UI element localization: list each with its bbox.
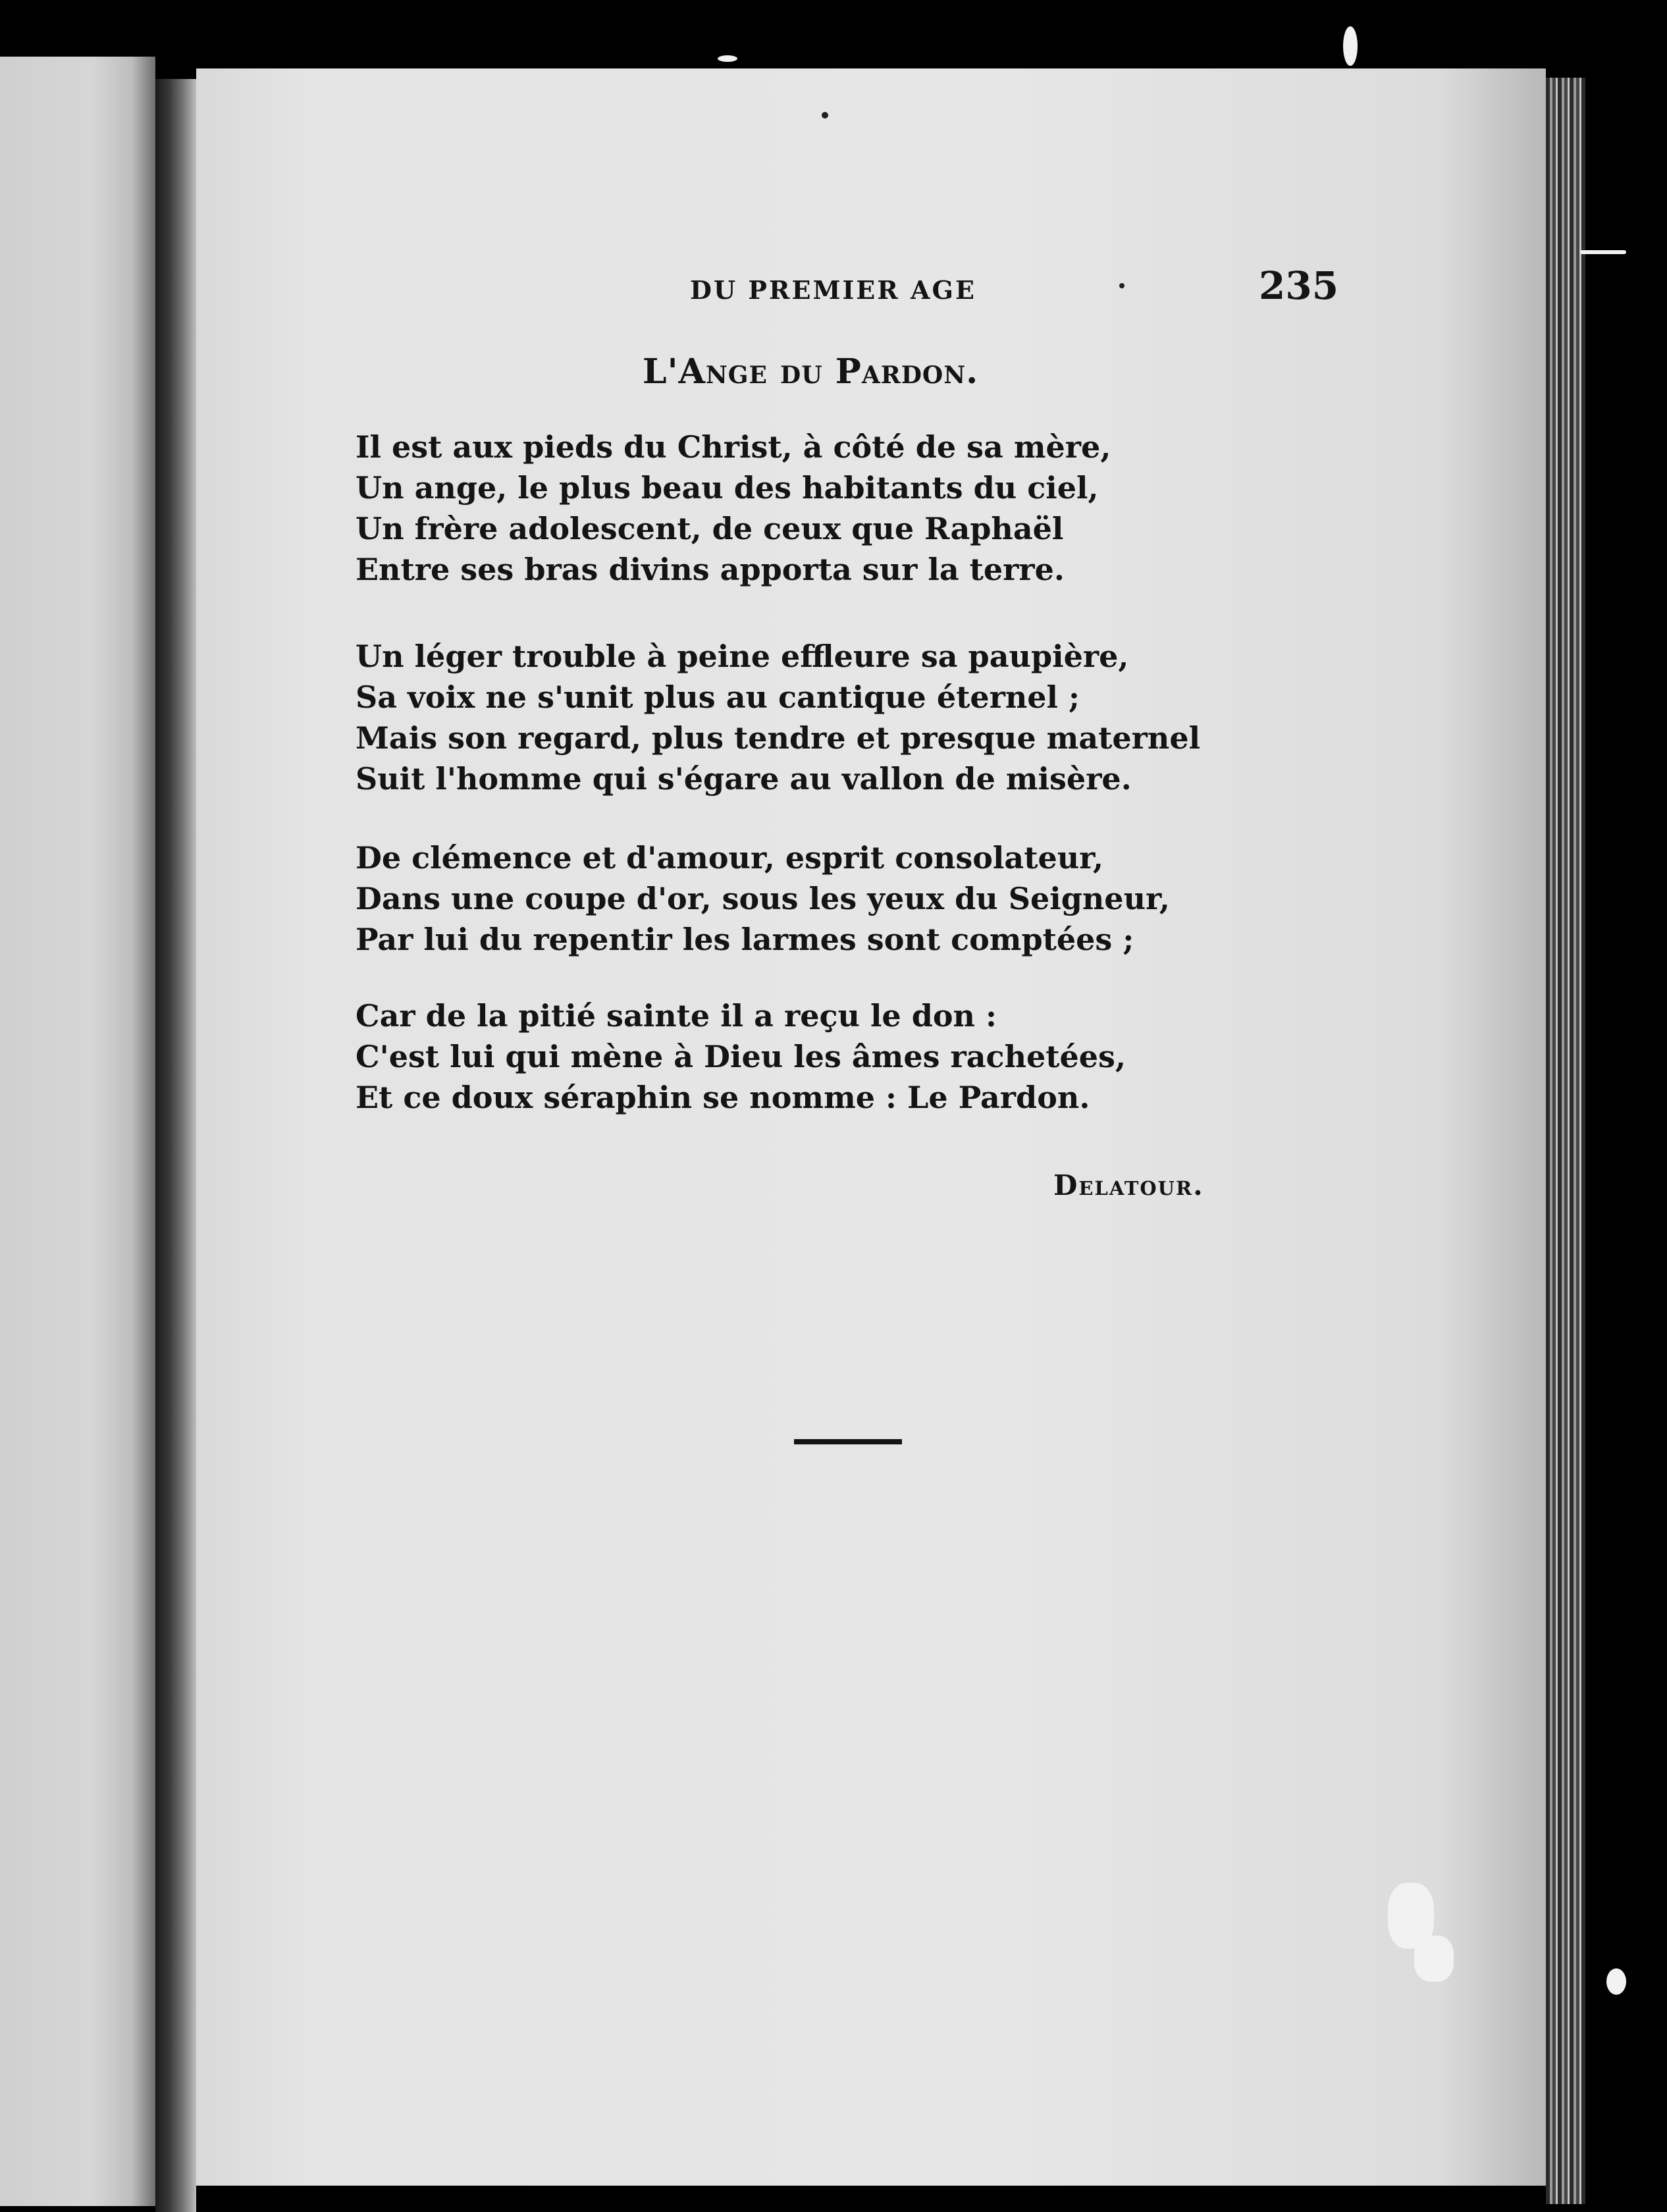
verse-line: Mais son regard, plus tendre et presque maternel — [356, 720, 1201, 756]
scan-speck — [718, 55, 737, 62]
verse-line: Entre ses bras divins apporta sur la terre. — [356, 552, 1065, 587]
scan-speck — [1414, 1936, 1454, 1982]
verse-line: Suit l'homme qui s'égare au vallon de misère. — [356, 761, 1132, 797]
page-edges — [1546, 78, 1585, 2204]
verse-line: Et ce doux séraphin se nomme : Le Pardon. — [356, 1080, 1090, 1115]
scan-speck — [1119, 283, 1125, 288]
verse-line: Un ange, le plus beau des habitants du ciel, — [356, 470, 1099, 506]
poem-title: L'Ange du Pardon. — [643, 352, 979, 392]
scan-speck — [1580, 250, 1626, 254]
verse-line: De clémence et d'amour, esprit consolateur, — [356, 840, 1104, 876]
author-signature: Delatour. — [1053, 1169, 1204, 1201]
verse-line: Par lui du repentir les larmes sont comptées ; — [356, 922, 1134, 957]
stanza-1 — [356, 427, 1111, 590]
scan-speck — [1606, 1968, 1626, 1995]
scan-speck — [1343, 26, 1358, 66]
verse-line: Car de la pitié sainte il a reçu le don : — [356, 998, 997, 1034]
verse-line: Un frère adolescent, de ceux que Raphaël — [356, 511, 1064, 546]
stanza-3 — [356, 837, 1170, 960]
verse-line: Sa voix ne s'unit plus au cantique éternel ; — [356, 679, 1080, 715]
running-head: DU PREMIER AGE — [690, 275, 976, 305]
book-gutter — [155, 79, 196, 2212]
left-facing-page — [0, 57, 155, 2206]
verse-line: C'est lui qui mène à Dieu les âmes rachetées, — [356, 1039, 1126, 1074]
scan-speck — [822, 112, 828, 118]
stanza-4 — [356, 995, 1126, 1118]
verse-line: Un léger trouble à peine effleure sa paupière, — [356, 639, 1129, 674]
verse-line: Il est aux pieds du Christ, à côté de sa mère, — [356, 429, 1111, 465]
stanza-2 — [356, 636, 1200, 799]
verse-line: Dans une coupe d'or, sous les yeux du Seigneur, — [356, 881, 1170, 916]
end-rule — [794, 1439, 902, 1444]
page-number: 235 — [1259, 263, 1339, 308]
